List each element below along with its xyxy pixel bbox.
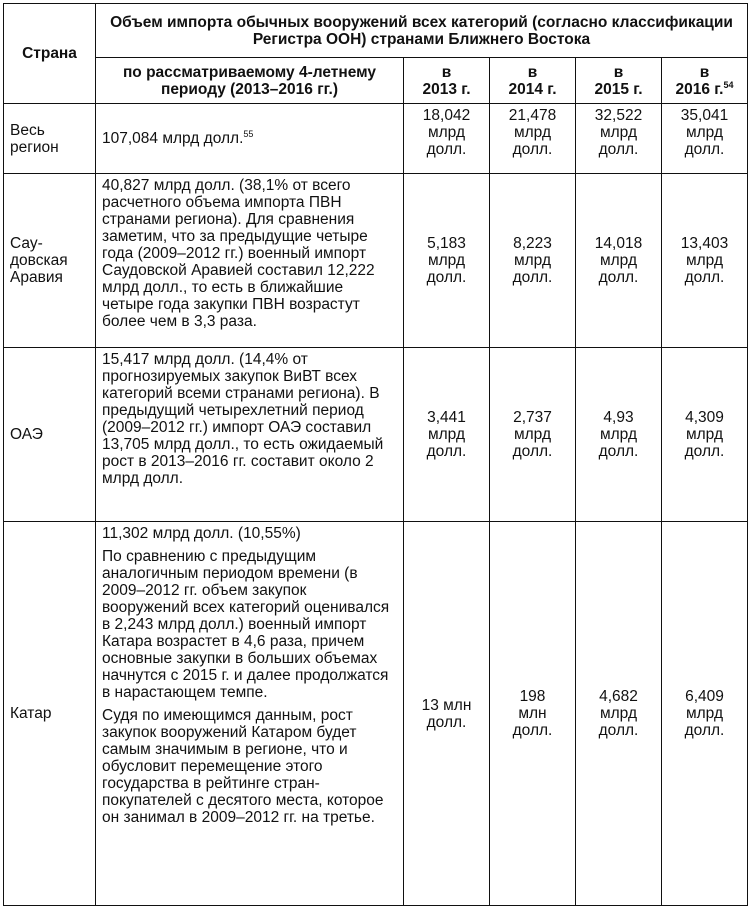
country-cell: Катар xyxy=(4,522,96,906)
period-cell xyxy=(96,522,404,906)
value-2013: 18,042 млрд долл. xyxy=(404,104,490,174)
footnote-ref: 55 xyxy=(243,128,254,139)
value-2014: 21,478 млрд долл. xyxy=(490,104,576,174)
header-year-2013: в 2013 г. xyxy=(404,58,490,104)
value-2015: 14,018 млрд долл. xyxy=(576,174,662,348)
value-2014: 198 млн долл. xyxy=(490,522,576,906)
period-outlook: Судя по имеющимся данным, рост закупок вооружений Катаром будет самым значимым в регионе, что и обусловит перемещение этого государства в рейтинге стран-покупателей с десятого места, которое он занимал в 2009–2012 гг. на третье. xyxy=(102,707,384,826)
header-year-2016: в 2016 г.$^{54}$ xyxy=(662,58,748,104)
period-cell: 40,827 млрд долл. (38,1% от всего расчетного объема импорта ПВН странами региона). Для сравнения заметим, что за предыдущие четыре года (2009–2012 гг.) военный импорт Саудовской Аравией составил 12,222 млрд долл., то есть в ближайшие четыре года закупки ПВН возрастут более чем в 3,3 раза. xyxy=(96,174,404,348)
country-cell: ОАЭ xyxy=(4,348,96,522)
country-cell: Весь регион xyxy=(4,104,96,174)
value-2015: 4,682 млрд долл. xyxy=(576,522,662,906)
value-2014: 8,223 млрд долл. xyxy=(490,174,576,348)
value-2013: 5,183 млрд долл. xyxy=(404,174,490,348)
header-main: Объем импорта обычных вооружений всех категорий (согласно классификации Регистра ООН) странами Ближнего Востока xyxy=(96,4,748,58)
table-row xyxy=(4,174,748,348)
period-cell: 15,417 млрд долл. (14,4% от прогнозируемых закупок ВиВТ всех категорий всеми странами региона). В предыдущий четырехлетний период (2009–2012 гг.) импорт ОАЭ составил 13,705 млрд долл., то есть ожидаемый рост в 2013–2016 гг. составит около 2 млрд долл. xyxy=(96,348,404,522)
period-cell: 107,084 млрд долл.$^{55}$ xyxy=(96,104,404,174)
value-2016: 13,403 млрд долл. xyxy=(662,174,748,348)
value-2014: 2,737 млрд долл. xyxy=(490,348,576,522)
value-2013: 3,441 млрд долл. xyxy=(404,348,490,522)
header-period: по рассматриваемому 4-летнему периоду (2013–2016 гг.) xyxy=(96,58,404,104)
value-2016: 4,309 млрд долл. xyxy=(662,348,748,522)
value-2015: 32,522 млрд долл. xyxy=(576,104,662,174)
period-summary: 11,302 млрд долл. (10,55%) xyxy=(102,525,301,542)
value-2016: 35,041 млрд долл. xyxy=(662,104,748,174)
header-country: Страна xyxy=(4,4,96,104)
arms-import-table xyxy=(3,3,748,906)
period-comparison: По сравнению с предыдущим аналогичным периодом времени (в 2009–2012 гг. объем закупок вооружений всех категорий оценивался в 2,243 млрд долл.) военный импорт Катара возрастет в 4,6 раза, причем основные закупки в больших объемах начнутся с 2015 г. и далее продолжатся в нарастающем темпе. xyxy=(102,548,390,701)
value-2013: 13 млн долл. xyxy=(404,522,490,906)
header-year-2014: в 2014 г. xyxy=(490,58,576,104)
value-2015: 4,93 млрд долл. xyxy=(576,348,662,522)
table-row xyxy=(4,522,748,906)
header-year-2015: в 2015 г. xyxy=(576,58,662,104)
table-row xyxy=(4,348,748,522)
country-cell: Сау- довская Аравия xyxy=(4,174,96,348)
table-row xyxy=(4,104,748,174)
footnote-ref: 54 xyxy=(723,79,734,90)
value-2016: 6,409 млрд долл. xyxy=(662,522,748,906)
